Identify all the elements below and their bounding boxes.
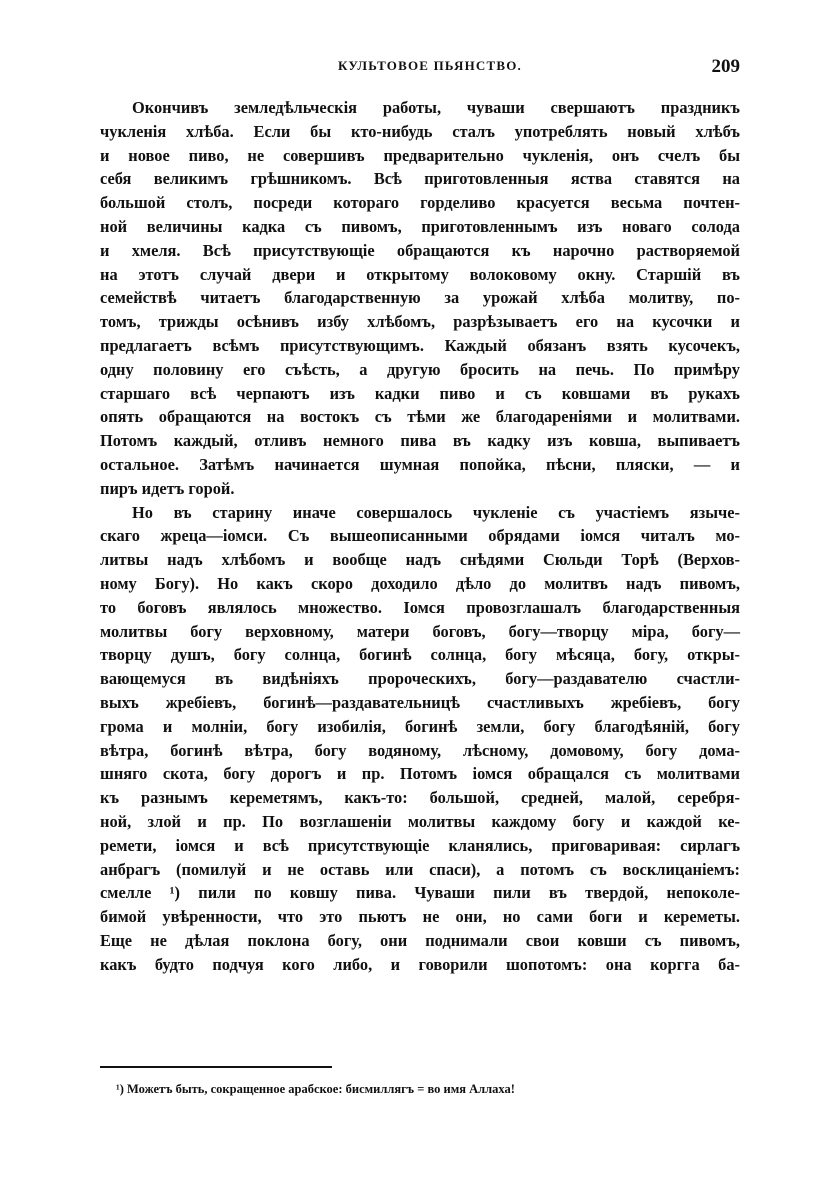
text-line: къ разнымъ кереметямъ, какъ-то: большой, средней, малой, серебря- <box>100 788 740 808</box>
text-line: то боговъ являлось множество. Іомся провозглашалъ благодарственныя <box>100 597 740 617</box>
text-line: ному Богу). Но какъ скоро доходило дѣло до молитвъ надъ пивомъ, <box>100 573 740 593</box>
text-line: ной, злой и пр. По возглашеніи молитвы каждому богу и каждой ке- <box>100 811 740 831</box>
text-line: Но въ старину иначе совершалось чукленіе съ участіемъ языче- <box>132 502 740 522</box>
text-line: предлагаетъ всѣмъ присутствующимъ. Каждый обязанъ взять кусочекъ, <box>100 335 740 355</box>
text-line: и хмеля. Всѣ присутствующіе обращаются къ нарочно растворяемой <box>100 240 740 260</box>
text-line: литвы надъ хлѣбомъ и вообще надъ снѣдями Сюльди Торѣ (Верхов- <box>100 550 740 570</box>
text-line: Потомъ каждый, отливъ немного пива въ кадку изъ ковша, выпиваетъ <box>100 431 740 451</box>
text-line: бимой увѣренности, что это пьютъ не они, но сами боги и кереметы. <box>100 907 740 927</box>
text-line: себя великимъ грѣшникомъ. Всѣ приготовленныя яства ставятся на <box>100 169 740 189</box>
running-title: КУЛЬТОВОЕ ПЬЯНСТВО. <box>337 58 523 73</box>
text-line: ремети, іомся и всѣ присутствующіе кланялись, приговаривая: сирлагъ <box>100 835 740 855</box>
text-line: опять обращаются на востокъ съ тѣми же благодареніями и молитвами. <box>100 407 740 427</box>
text-line: молитвы богу верховному, матери боговъ, богу—творцу міра, богу— <box>100 621 740 641</box>
text-line: какъ будто подчуя кого либо, и говорили шопотомъ: она коргга ба- <box>100 954 740 974</box>
text-line: томъ, трижды осѣнивъ избу хлѣбомъ, разрѣзываетъ его на кусочки и <box>100 312 740 332</box>
footnote-divider <box>100 1066 332 1068</box>
text-line: остальное. Затѣмъ начинается шумная попойка, пѣсни, пляски, — и <box>100 454 740 474</box>
text-line: творцу душъ, богу солнца, богинѣ солнца, богу мѣсяца, богу, откры- <box>100 645 740 665</box>
text-line: шняго скота, богу дорогъ и пр. Потомъ іомся обращался съ молитвами <box>100 764 740 784</box>
text-line: смелле ¹) пили по ковшу пива. Чуваши пили въ твердой, непоколе- <box>100 883 740 903</box>
text-line: скаго жреца—іомси. Съ вышеописанными обрядами іомся читалъ мо- <box>100 526 740 546</box>
text-line: вѣтра, богинѣ вѣтра, богу водяному, лѣсному, домовому, богу дома- <box>100 740 740 760</box>
text-line: Еще не дѣлая поклона богу, они поднимали свои ковши съ пивомъ, <box>100 930 740 950</box>
text-line: выхъ жребіевъ, богинѣ—раздавательницѣ счастливыхъ жребіевъ, богу <box>100 692 740 712</box>
text-line: вающемуся въ видѣніяхъ пророческихъ, богу—раздавателю счастли- <box>100 669 740 689</box>
text-line: ной величины кадка съ пивомъ, приготовленнымъ изъ новаго солода <box>100 216 740 236</box>
text-line: и новое пиво, не совершивъ предварительно чукленія, онъ счелъ бы <box>100 145 740 165</box>
text-line: большой столъ, посреди котораго горделиво красуется весьма почтен- <box>100 193 740 213</box>
text-line: анбрагъ (помилуй и не оставь или спаси), а потомъ съ восклицаніемъ: <box>100 859 740 879</box>
body-text <box>100 96 740 976</box>
text-line: семействѣ читаетъ благодарственную за урожай хлѣба молитву, по- <box>100 288 740 308</box>
footnote: ¹) Можетъ быть, сокращенное арабское: бисмиллягъ = во имя Аллаха! <box>116 1082 515 1096</box>
text-line: Окончивъ земледѣльческія работы, чуваши свершаютъ праздникъ <box>132 98 740 117</box>
text-line: пиръ идетъ горой. <box>100 478 235 498</box>
page-number: 209 <box>711 56 740 77</box>
text-line: на этотъ случай двери и открытому волоковому окну. Старшій въ <box>100 264 740 284</box>
running-header <box>120 58 740 82</box>
text-line: старшаго всѣ черпаютъ изъ кадки пиво и съ ковшами въ рукахъ <box>100 383 740 403</box>
text-line: чукленія хлѣба. Если бы кто-нибудь сталъ употреблять новый хлѣбъ <box>100 121 740 141</box>
text-line: грома и молніи, богу изобилія, богинѣ земли, богу благодѣяній, богу <box>100 716 740 736</box>
text-line: одну половину его съѣсть, а другую бросить на печь. По примѣру <box>100 359 740 379</box>
